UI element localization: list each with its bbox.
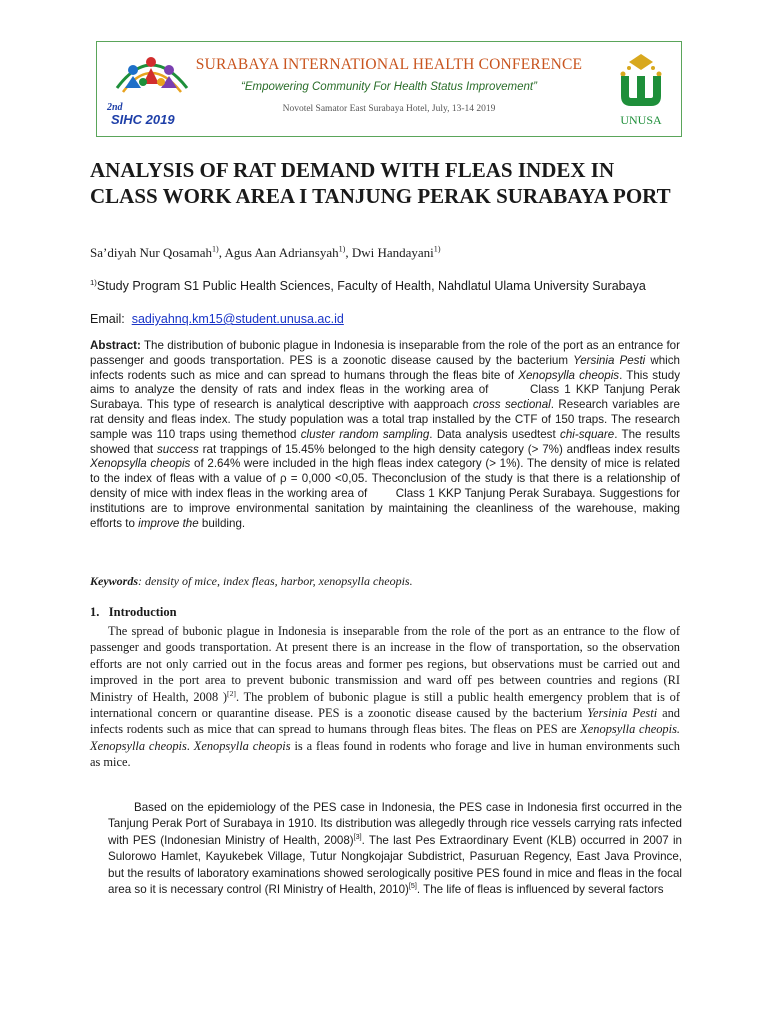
citation: [2] (227, 688, 236, 698)
paragraph-italic: Xenopsylla cheopis (193, 738, 291, 753)
email-line (90, 310, 690, 328)
affiliation-mark: 1) (90, 277, 97, 287)
conference-header (96, 41, 682, 137)
section-heading: 1. Introduction (90, 605, 177, 619)
abstract-label: Abstract: (90, 339, 141, 352)
abstract-italic: cluster random sampling (300, 427, 430, 441)
paragraph-text: and infects rodents such as mice that can spread to humans through fleas bites. The fleas on PES are (90, 706, 680, 737)
abstract-italic: Xenopsylla cheopis (518, 368, 620, 382)
unusa-logo-icon (609, 48, 673, 132)
paragraph-text: . The life of fleas is influenced by several factors (416, 883, 664, 897)
author-list: Sa’diyah Nur Qosamah$^{1)}$, Agus Aan Adriansyah$^{1)}$, Dwi Handayani$^{1)}$ (90, 244, 441, 260)
citation: [3] (353, 831, 362, 841)
abstract-text: . The results showed that (90, 427, 680, 456)
abstract-text: The distribution of bubonic plague in Indonesia is inseparable from the role of the port as an entrance for passenger and goods transportation. PES is a zoonotic disease caused by the bacterium (90, 339, 680, 367)
author-name: Dwi Handayani (351, 245, 434, 260)
keywords (90, 573, 690, 589)
svg-text:SIHC 2019: SIHC 2019 (111, 112, 175, 127)
paragraph-text: . The problem of bubonic plague is still a public health emergency problem that is of international concern or quarantine disease. PES is a zoonotic disease caused by the bacterium (90, 689, 680, 721)
paragraph-italic: Xenopsylla cheopis. Xenopsylla cheopis (90, 722, 680, 753)
author-affil-mark: 1) (338, 244, 346, 254)
abstract-italic: Yersinia Pesti (573, 353, 646, 367)
abstract (90, 339, 684, 531)
paper-title: ANALYSIS OF RAT DEMAND WITH FLEAS INDEX IN CLASS WORK AREA I TANJUNG PERAK SURABAYA PORT (90, 158, 671, 208)
abstract-italic: chi-square (560, 427, 615, 441)
abstract-text: . Research variables are rat density and fleas index. The study population was a total trap installed by the CTF of 150 traps. The research sample was 110 traps using themethod (90, 398, 680, 441)
abstract-italic: Xenopsylla cheopis (90, 457, 191, 471)
keywords-label: Keywords (90, 574, 138, 588)
abstract-text: rat trappings of 15.45% belonged to the high density category (> 7%) andfleas index results (198, 442, 680, 456)
abstract-text: of 2.64% were included in the high fleas index category (> 1%). The density of mice is related to the index of fleas with a value of ρ = 0,000 <0,05. Theconclusion of the study is that there is a relationship of density of mice with index fleas in the working area of Class 1 KKP Tanjung Perak Surabaya. Suggestions for institutions are to improve environmental sanitation by maintaining the cleanliness of the warehouse, making efforts to (90, 457, 684, 530)
paragraph-text: The spread of bubonic plague in Indonesia is inseparable from the role of the port as an entrance to the flow of passenger and goods transportation. At present there is an increase in the flow of transportation, so the observation efforts are not only carried out in the focus areas and former pes regions, but observations must be carried out and improved in the port area to prevent bubonic transmission and ward off pes between countries and regions (RI Ministry of Health, 2008 ) (90, 624, 680, 704)
abstract-text: which infects rodents such as mice and can spread to humans through the fleas bite of (90, 353, 680, 382)
abstract-text: building. (198, 516, 246, 530)
abstract-text: . This study aims to analyze the density of rats and index fleas in the working area of Class 1 KKP Tanjung Perak Surabaya. This type of research is analytical descriptive with aapproach (90, 368, 684, 412)
intro-paragraph (90, 623, 680, 771)
conference-title: SURABAYA INTERNATIONAL HEALTH CONFERENCE (195, 56, 583, 73)
paragraph-text: Based on the epidemiology of the PES case in Indonesia, the PES case in Indonesia first occurred in the Tanjung Perak Port of Surabaya in 1910. Its distribution was allegedly through rice vessels carrying rats infected with PES (Indonesian Ministry of Health, 2008) (108, 801, 682, 847)
affiliation-text: Study Program S1 Public Health Sciences, Faculty of Health, Nahdlatul Ulama University Surabaya (96, 279, 646, 293)
abstract-italic: cross sectional (472, 398, 551, 412)
conference-tagline: “Empowering Community For Health Status Improvement” (241, 81, 537, 93)
affiliation (90, 277, 690, 295)
citation: [5] (408, 881, 417, 891)
svg-text:2nd: 2nd (107, 102, 123, 113)
email-link[interactable]: sadiyahnq.km15@student.unusa.ac.id (131, 312, 344, 326)
conference-venue: Novotel Samator East Surabaya Hotel, July, 13-14 2019 (282, 104, 496, 114)
svg-text:UNUSA: UNUSA (620, 113, 662, 127)
keywords-text: : density of mice, index fleas, harbor, xenopsylla cheopis. (138, 574, 413, 588)
abstract-italic: improve the (138, 516, 199, 530)
abstract-text: . Data analysis usedtest (429, 427, 561, 441)
paragraph-text: is a fleas found in rodents who forage and live in human environments such as mice. (90, 738, 681, 770)
author-affil-mark: 1) (433, 244, 441, 254)
author-name: Sa’diyah Nur Qosamah (90, 245, 213, 260)
paragraph-italic: Yersinia Pesti (587, 706, 658, 721)
author-name: Agus Aan Adriansyah (224, 245, 339, 260)
email-label: Email: (90, 312, 125, 326)
intro-paragraph (108, 800, 682, 898)
paragraph-text: . The last Pes Extraordinary Event (KLB) occurred in 2007 in Sulorowo Hamlet, Kayukebek Village, Tutur Nongkojajar Subdistrict, Pasuruan Regency, East Java Province, but the results of laboratory examinations showed serologically positive PES found in mice and fleas in the focal area so it is necessary control (RI Ministry of Health, 2010) (108, 833, 682, 897)
abstract-italic: success (156, 442, 199, 456)
author-affil-mark: 1) (212, 244, 219, 254)
paragraph-text: . (186, 738, 194, 753)
